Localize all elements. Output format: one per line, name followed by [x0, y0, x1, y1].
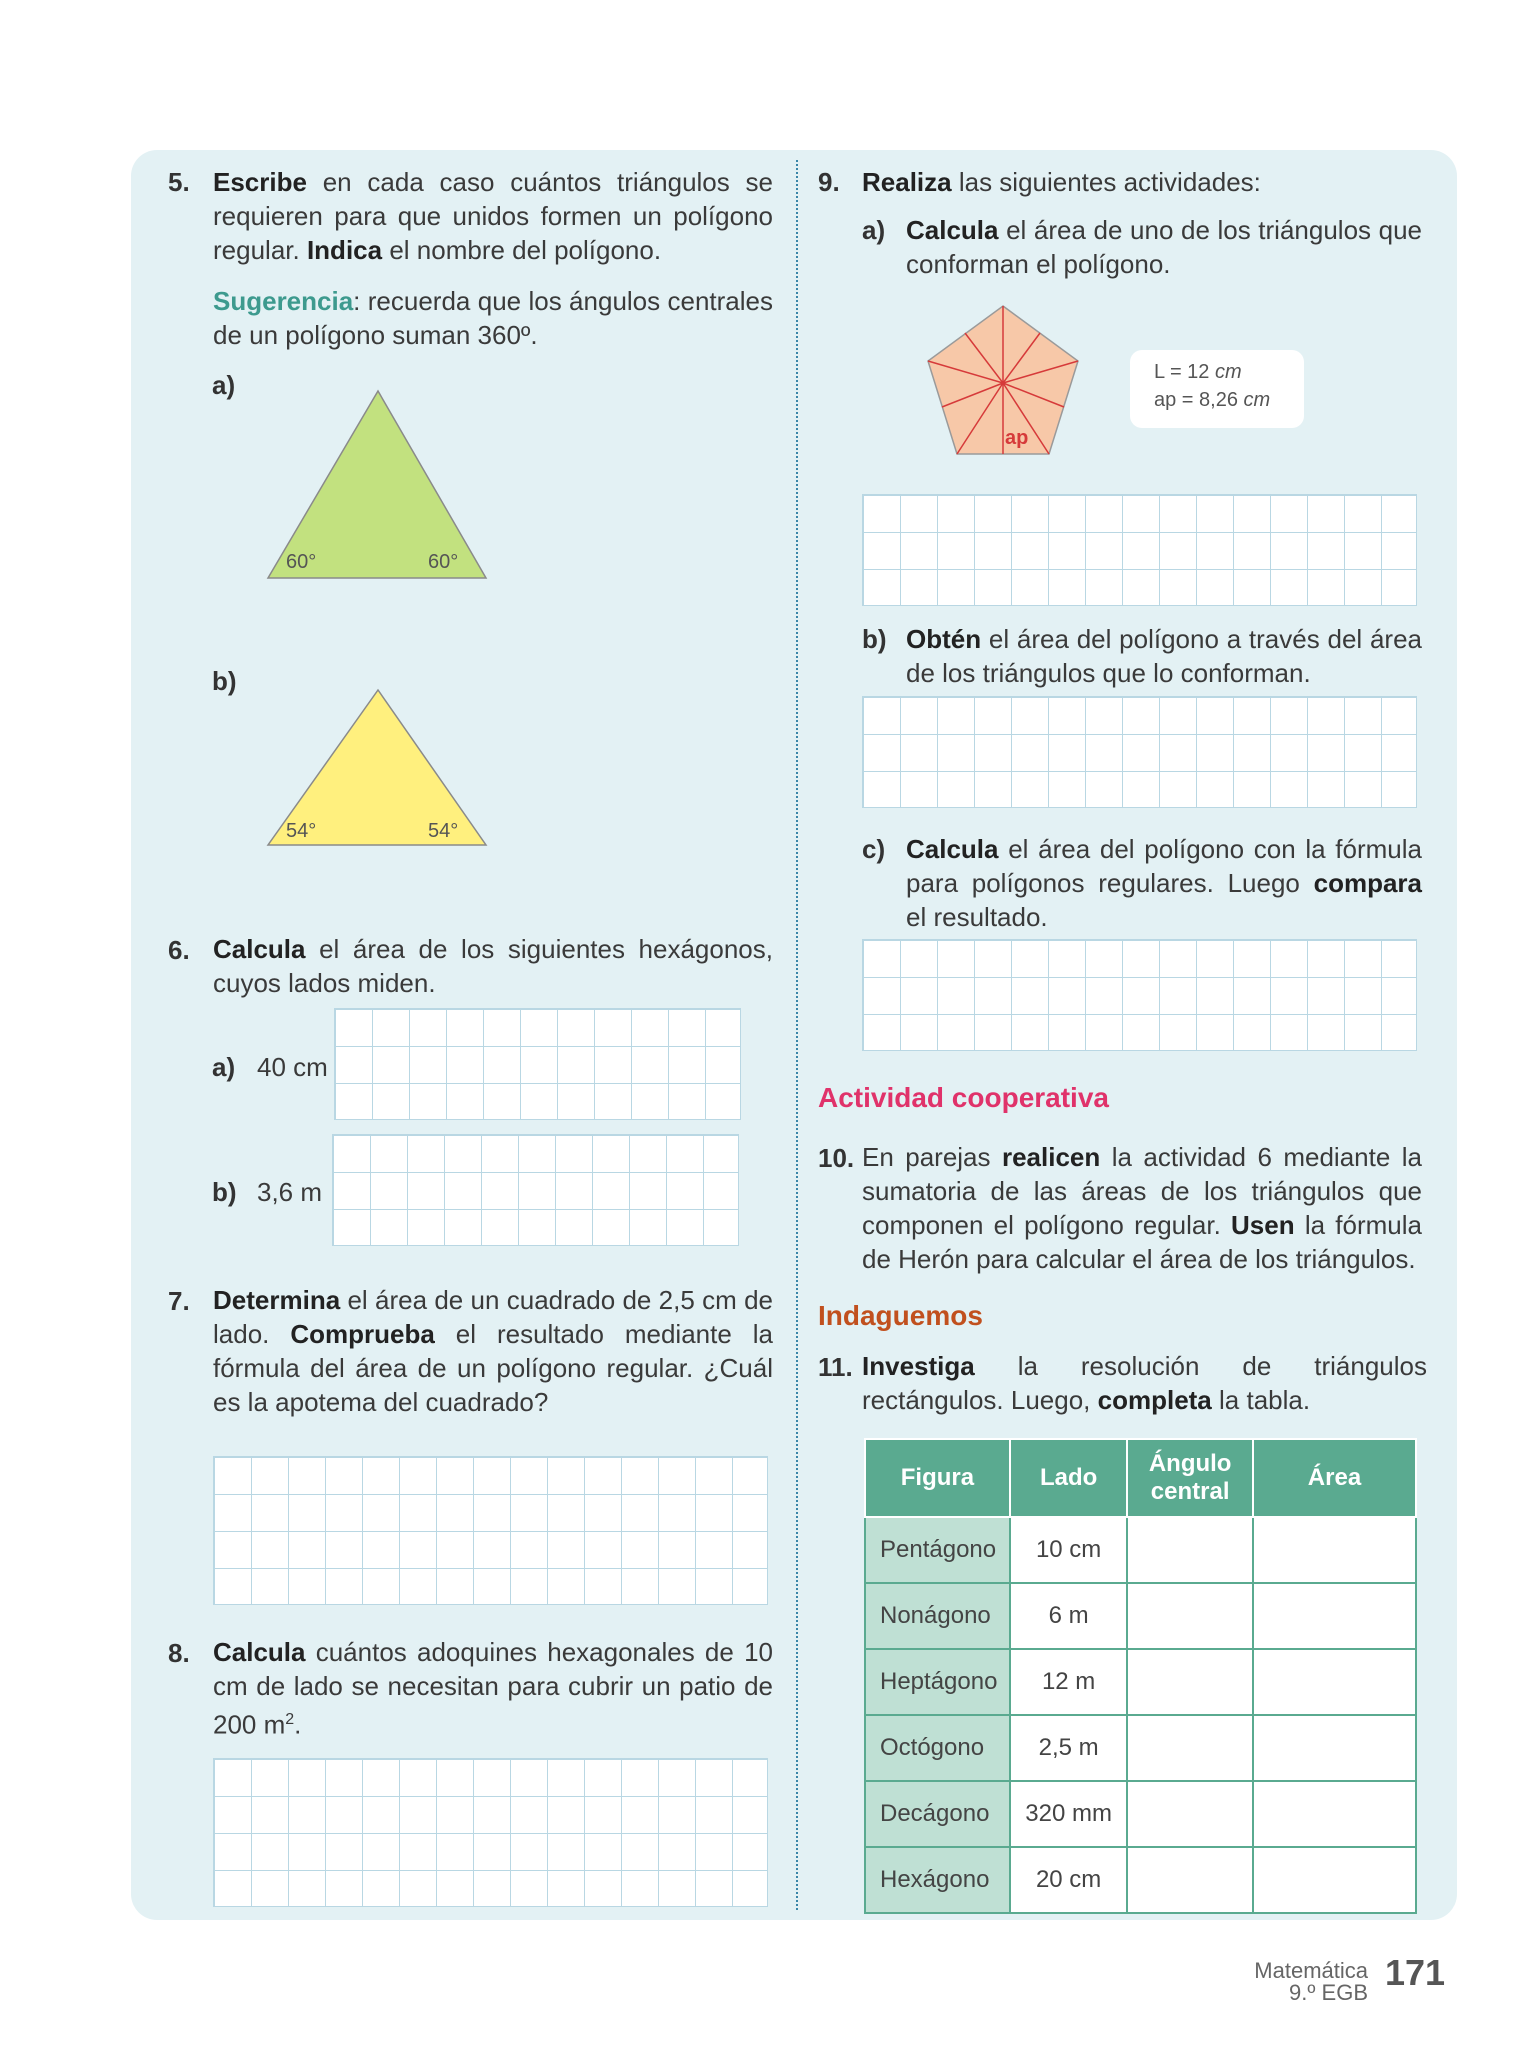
pentagon-figure	[925, 303, 1085, 461]
answer-grid-9c[interactable]	[862, 939, 1417, 1051]
exercise-11-text-1: la resolución de triángulos rectángulos. Luego,	[862, 1351, 1427, 1415]
triangle-b-angle-right: 54°	[428, 820, 459, 842]
footer-book-info	[1254, 1960, 1368, 2004]
triangle-a-figure	[260, 385, 500, 585]
exercise-9c-statement	[906, 832, 1422, 934]
footer-grade: 9.º EGB	[1289, 1980, 1368, 2005]
cell-area-input[interactable]	[1253, 1649, 1416, 1715]
exercise-10-statement	[862, 1140, 1422, 1276]
exercise-6-statement	[213, 932, 773, 1000]
exercise-6-verb: Calcula	[213, 934, 306, 964]
cell-figura: Octógono	[865, 1715, 1010, 1781]
exercise-5b-label: b)	[212, 666, 237, 696]
exercise-5-hint	[213, 284, 773, 352]
answer-grid-8[interactable]	[213, 1758, 768, 1907]
exercise-8-superscript: 2	[285, 1711, 295, 1728]
triangle-a	[268, 391, 486, 578]
exercise-10-verb: realicen	[1001, 1142, 1101, 1172]
info-apothem-unit: cm	[1243, 389, 1271, 411]
cell-area-input[interactable]	[1253, 1781, 1416, 1847]
exercise-10-text-2: la actividad 6 mediante la sumatoria de las áreas de los triángulos que componen el polígono regular.	[862, 1142, 1422, 1240]
cell-lado: 10 cm	[1010, 1517, 1127, 1583]
exercise-8-text-1: cuántos adoquines hexagonales de 10 cm de lado se necesitan para cubrir un patio de 200 m	[213, 1637, 773, 1740]
exercise-10-verb-2: Usen	[1231, 1210, 1295, 1240]
answer-grid-9a[interactable]	[862, 494, 1417, 606]
table-header-row	[865, 1439, 1416, 1517]
cell-figura: Heptágono	[865, 1649, 1010, 1715]
exercise-9a-verb: Calcula	[906, 215, 999, 245]
exercise-8-verb: Calcula	[213, 1637, 306, 1667]
exercise-6a-label: a)	[212, 1052, 236, 1082]
exercise-8-statement	[213, 1635, 773, 1742]
exercise-9a-text: el área de uno de los triángulos que conforman el polígono.	[906, 215, 1422, 279]
info-apothem	[1154, 386, 1304, 414]
exercise-8-text-2: .	[294, 1709, 302, 1740]
exercise-8-number: 8.	[168, 1638, 190, 1668]
cell-angulo-input[interactable]	[1127, 1847, 1253, 1913]
exercise-9c-verb-2: compara	[1313, 868, 1422, 898]
exercise-9c-text-2: el resultado.	[906, 902, 1048, 932]
exercise-11-verb-2: completa	[1097, 1385, 1212, 1415]
exercise-7-statement	[213, 1283, 773, 1419]
cell-angulo-input[interactable]	[1127, 1715, 1253, 1781]
exercise-9c-text-1: el área del polígono con la fórmula para polígonos regulares. Luego	[906, 834, 1422, 898]
cell-area-input[interactable]	[1253, 1847, 1416, 1913]
section-title-research: Indaguemos	[818, 1300, 983, 1331]
exercise-6a-value: 40 cm	[257, 1052, 328, 1082]
exercise-5-verb: Escribe	[213, 167, 307, 197]
exercise-9-number: 9.	[818, 167, 840, 197]
exercise-11-text-2: la tabla.	[1211, 1385, 1311, 1415]
header-angulo-central: Ángulo central	[1127, 1439, 1253, 1517]
exercise-6b-label: b)	[212, 1177, 237, 1207]
exercise-10-text-3: la fórmula de Herón para calcular el área de los triángulos.	[862, 1210, 1422, 1274]
cell-figura: Nonágono	[865, 1583, 1010, 1649]
triangle-b-angle-left: 54°	[286, 820, 317, 842]
header-figura: Figura	[865, 1439, 1010, 1517]
exercise-9b-statement	[906, 622, 1422, 690]
cell-angulo-input[interactable]	[1127, 1583, 1253, 1649]
exercise-7-number: 7.	[168, 1286, 190, 1316]
exercise-9c-verb: Calcula	[906, 834, 999, 864]
exercise-9-text: las siguientes actividades:	[951, 167, 1261, 197]
table-row	[865, 1649, 1416, 1715]
cell-area-input[interactable]	[1253, 1517, 1416, 1583]
exercise-9c-label: c)	[862, 834, 886, 864]
cell-area-input[interactable]	[1253, 1583, 1416, 1649]
exercise-11-verb: Investiga	[862, 1351, 975, 1381]
cell-figura: Pentágono	[865, 1517, 1010, 1583]
column-divider	[796, 160, 798, 1910]
exercise-5-text-1: en cada caso cuántos triángulos se requieren para que unidos formen un polígono regular.	[213, 167, 773, 265]
cell-lado: 6 m	[1010, 1583, 1127, 1649]
table-row	[865, 1517, 1416, 1583]
exercise-6-number: 6.	[168, 935, 190, 965]
exercise-9-verb: Realiza	[862, 167, 952, 197]
info-apothem-prefix: ap = 8,26	[1154, 389, 1244, 411]
triangle-b-figure	[260, 686, 500, 852]
cell-figura: Decágono	[865, 1781, 1010, 1847]
info-side-length	[1154, 358, 1304, 386]
header-area: Área	[1253, 1439, 1416, 1517]
page-number: 171	[1385, 1952, 1446, 1993]
info-side-prefix: L = 12	[1154, 361, 1215, 383]
exercise-9-statement	[862, 165, 1422, 199]
cell-lado: 2,5 m	[1010, 1715, 1127, 1781]
exercise-10-text-1: En parejas	[862, 1142, 1002, 1172]
section-title-cooperative: Actividad cooperativa	[818, 1082, 1109, 1113]
polygons-table	[864, 1438, 1417, 1914]
cell-figura: Hexágono	[865, 1847, 1010, 1913]
exercise-9b-verb: Obtén	[906, 624, 982, 654]
answer-grid-7[interactable]	[213, 1456, 768, 1605]
exercise-11-number: 11.	[818, 1352, 853, 1382]
exercise-5a-label: a)	[212, 370, 236, 400]
exercise-9a-statement	[906, 213, 1422, 281]
exercise-11-statement	[862, 1349, 1427, 1417]
exercise-9b-text: el área del polígono a través del área de los triángulos que lo conforman.	[906, 624, 1422, 688]
apothem-label: ap	[1005, 427, 1029, 449]
exercise-6-text: el área de los siguientes hexágonos, cuyos lados miden.	[213, 934, 773, 998]
exercise-5-verb-2: Indica	[306, 235, 383, 265]
cell-angulo-input[interactable]	[1127, 1781, 1253, 1847]
exercise-7-text-2: el resultado mediante la fórmula del área de un polígono regular. ¿Cuál es la apotema del cuadrado?	[213, 1319, 773, 1417]
exercise-5-statement	[213, 165, 773, 267]
exercise-9a-label: a)	[862, 215, 886, 245]
answer-grid-6a[interactable]	[334, 1008, 741, 1120]
triangle-a-angle-left: 60°	[286, 551, 317, 573]
exercise-6b-value: 3,6 m	[257, 1177, 323, 1207]
table-row	[865, 1583, 1416, 1649]
exercise-7-text-1: el área de un cuadrado de 2,5 cm de lado.	[213, 1285, 773, 1349]
cell-lado: 320 mm	[1010, 1781, 1127, 1847]
cell-angulo-input[interactable]	[1127, 1649, 1253, 1715]
footer-subject: Matemática	[1254, 1958, 1368, 1983]
cell-area-input[interactable]	[1253, 1715, 1416, 1781]
exercise-5-text-2: el nombre del polígono.	[382, 235, 662, 265]
info-side-unit: cm	[1214, 361, 1242, 383]
answer-grid-6b[interactable]	[332, 1134, 739, 1246]
table-row	[865, 1847, 1416, 1913]
exercise-9b-label: b)	[862, 624, 887, 654]
hint-label: Sugerencia	[213, 286, 354, 316]
polygon-info-box	[1130, 350, 1304, 428]
table-row	[865, 1781, 1416, 1847]
exercise-10-number: 10.	[818, 1143, 855, 1173]
exercise-7-verb-2: Comprueba	[290, 1319, 435, 1349]
header-lado: Lado	[1010, 1439, 1127, 1517]
table-row	[865, 1715, 1416, 1781]
triangle-a-angle-right: 60°	[428, 551, 459, 573]
exercise-7-verb: Determina	[213, 1285, 341, 1315]
cell-angulo-input[interactable]	[1127, 1517, 1253, 1583]
answer-grid-9b[interactable]	[862, 696, 1417, 808]
cell-lado: 12 m	[1010, 1649, 1127, 1715]
hint-text: : recuerda que los ángulos centrales de un polígono suman 360º.	[213, 286, 773, 350]
exercise-5-number: 5.	[168, 167, 190, 197]
cell-lado: 20 cm	[1010, 1847, 1127, 1913]
